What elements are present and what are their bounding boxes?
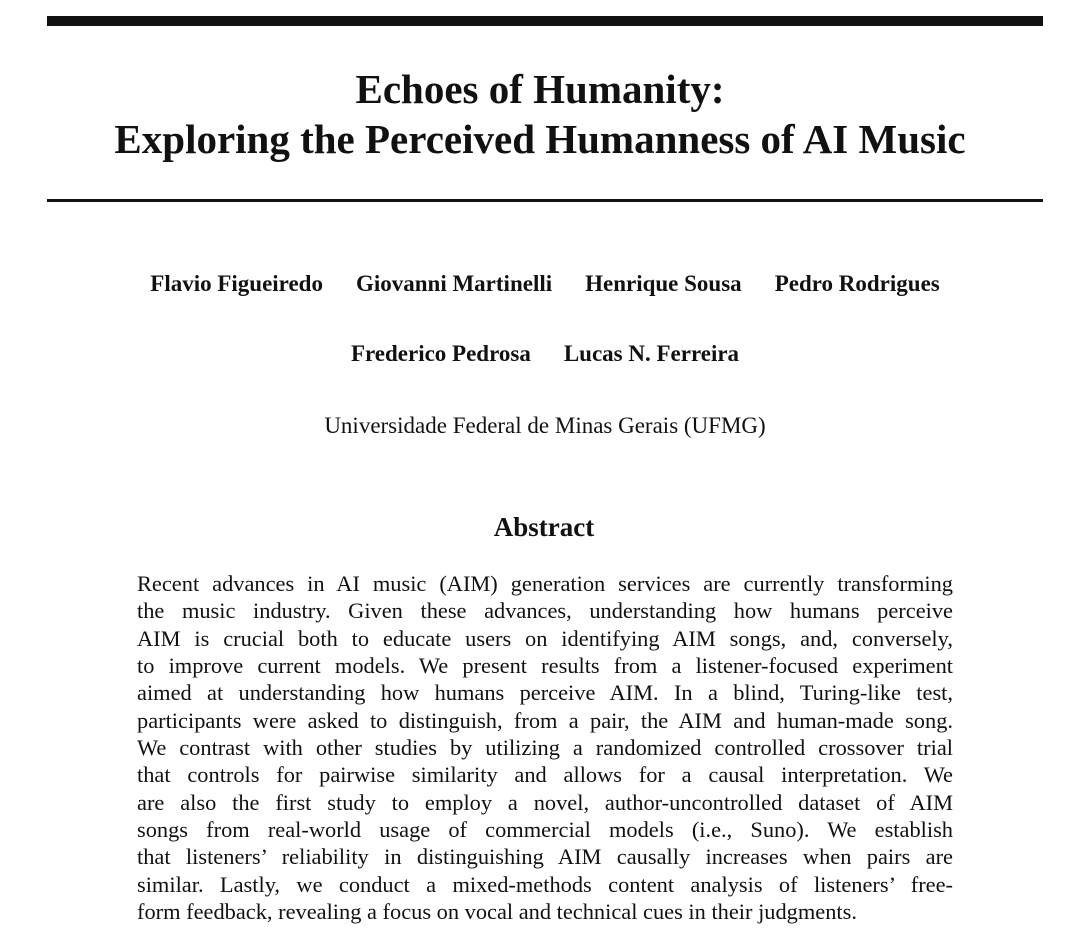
abstract-line: to improve current models. We present results from a listener-focused experiment: [137, 653, 953, 679]
abstract-line: songs from real-world usage of commercial models (i.e., Suno). We establish: [137, 817, 953, 843]
paper-title: [0, 64, 1080, 164]
title-rule: [47, 199, 1043, 202]
author-name: Lucas N. Ferreira: [563, 341, 740, 366]
abstract-line: We contrast with other studies by utilizing a randomized controlled crossover trial: [137, 735, 953, 761]
abstract-line: similar. Lastly, we conduct a mixed-methods content analysis of listeners’ free-: [137, 871, 953, 897]
abstract-line: participants were asked to distinguish, from a pair, the AIM and human-made song.: [137, 707, 953, 733]
authors-row-2: [0, 340, 1080, 368]
author-name: Giovanni Martinelli: [355, 271, 553, 296]
abstract-line: the music industry. Given these advances, understanding how humans perceive: [137, 598, 953, 624]
authors-row-1: [0, 270, 1080, 298]
author-name: Flavio Figueiredo: [150, 271, 323, 296]
abstract-line: that controls for pairwise similarity and allows for a causal interpretation. We: [137, 762, 953, 788]
abstract-heading: Abstract: [493, 512, 595, 542]
abstract-body: [137, 570, 953, 925]
abstract-line: are also the first study to employ a novel, author-uncontrolled dataset of AIM: [137, 789, 953, 815]
top-rule: [47, 16, 1043, 26]
author-name: Henrique Sousa: [585, 271, 742, 296]
abstract-line: aimed at understanding how humans perceive AIM. In a blind, Turing-like test,: [137, 680, 953, 706]
abstract-line: Recent advances in AI music (AIM) generation services are currently transforming: [137, 571, 953, 596]
abstract-line: AIM is crucial both to educate users on identifying AIM songs, and, conversely,: [137, 625, 953, 651]
title-line-1: Echoes of Humanity:: [355, 66, 725, 112]
abstract-line: that listeners’ reliability in distinguishing AIM causally increases when pairs are: [137, 844, 953, 870]
abstract-line: form feedback, revealing a focus on vocal and technical cues in their judgments.: [137, 899, 857, 925]
affiliation: Universidade Federal de Minas Gerais (UFMG): [324, 413, 766, 438]
author-name: Frederico Pedrosa: [350, 341, 531, 366]
title-line-2: Exploring the Perceived Humanness of AI Music: [114, 116, 966, 162]
author-name: Pedro Rodrigues: [774, 271, 940, 296]
